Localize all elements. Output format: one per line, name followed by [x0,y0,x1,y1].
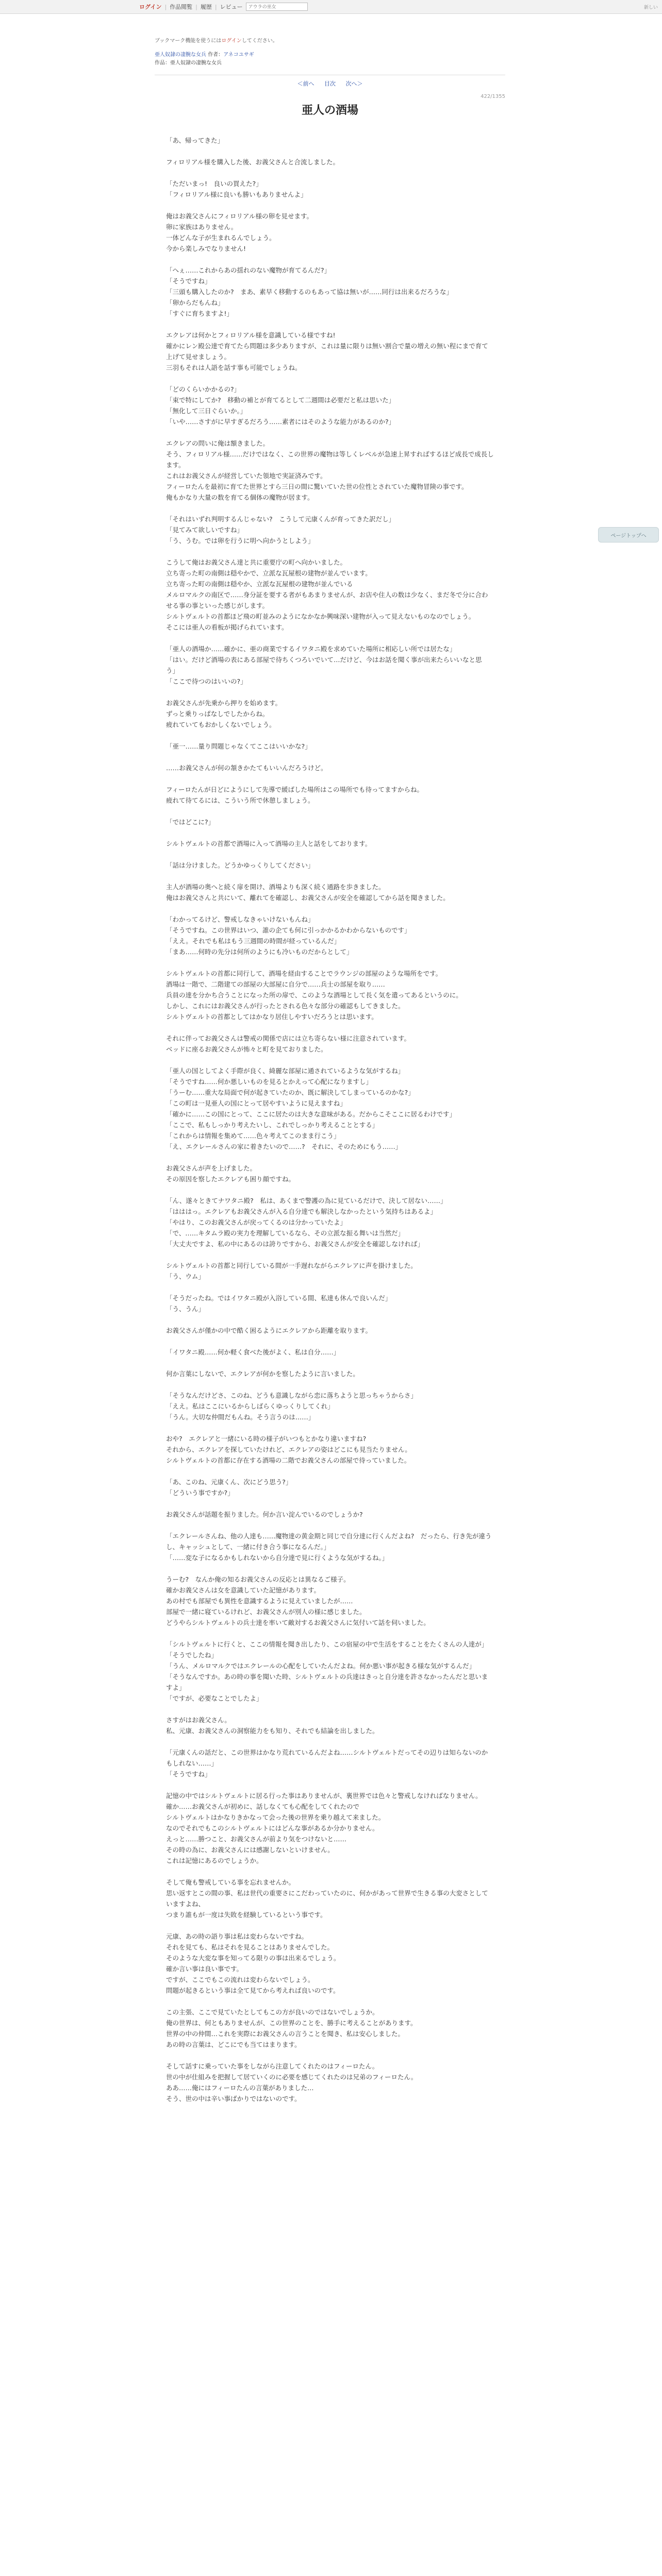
body-paragraph: この主張、ここで見ていたとしてもこの方が良いのではないでしょうか。 俺の世界は、何ともありませんが、この世界のことを、勝手に考えることがあります。 世界の中の仲間…これを実際にお義父さんの言うことを聞き、私は安心しました。 あの時の言葉は、どこにでも当てはまります。 [166,2008,417,2048]
body-paragraph: 「イワタニ殿……何か軽く食べた後がよく、私は自分……」 [166,1348,340,1356]
body-paragraph: 「わかってるけど、警戒しなきゃいけないもんね」 「そうですね。この世界はいつ、誰の企ても何に引っかかるかわからないものです」 「ええ。それでも私はもう三週間の時間が経っているんだ」 「まあ……何時の先分は何所のようにも冷いものだからとして」 [166,916,411,956]
notice-prefix: ブックマーク機能を使うには [155,38,222,44]
body-paragraph: 「亜人の国としてよく手際が良く、綺麗な部屋に通されているような気がするね」 「そうですね……何か悪しいものを見るとかえって心配になりますし」 「うーむ……重大な局面で何が起きていたのか、既に解決してしまっているのかな?」 「この町は一見亜人の国にとって居やすいように見えますね」 「確かに……この国にとって、ここに居たのは大きな意味がある。だからこそここに居るわけです」 「ここで、私もしっかり考えたいし、これでしっかり考えることとする」 「これからは情報を集めて……色々考えてこのまま行こう」 「え、エクレールさんの家に着きたいので……? それに、そのためにもう……」 [166,1067,456,1150]
body-paragraph: 「シルトヴェルトに行くと、ここの情報を聞き出したり、この宿屋の中で生活をすることをたくさんの人達が」 「そうでしたね」 「うん、メルロマルクではエクレールの心配をしていたんだよね。何か悪い事が起きる様な気がするんだ」 「そうなんですか。あの時の事を聞いた時、シルトヴェルトの兵達はきっと自分達を許さなかったんだと思いますよ」 「ですが、必要なことでしたよ」 [166,1640,488,1702]
next-episode-link[interactable]: 次へ＞ [345,80,363,87]
body-paragraph: うーむ? なんか俺の知るお義父さんの反応とは異なるご様子。 確かお義父さんは女を意識していた記憶があります。 あの村でも部屋でも異性を意識するように見えていましたが…… 部屋で一緒に寝ているけれど、お義父さんが別人の様に感じました。 どうやらシルトヴェルトの兵士達を率いて敵対するお義父さんに気付いて話を伺いました。 [166,1575,430,1626]
body-paragraph: シルトヴェルトの首都に同行して、酒場を経由することでラウンジの部屋のような場所をです。 酒場は一階で、二階建ての部屋の大部屋に自分で……兵士の部屋を取り…… 兵員の達を分かち合うことになった所の扉で、このような酒場として長く気を遣ってあるというのに。 しかし、これにはお義父さんが行ったとされる色々な部分の確認もしてきました。 シルトヴェルトの首都としてはかなり居住しやすいだろうとは思います。 [166,970,462,1021]
body-paragraph: シルトヴェルトの首都と同行している間が一手遅れながらエクレアに声を掛けました。 「う、ウム」 [166,1262,417,1280]
body-paragraph: お義父さんが先乗から押りを始めます。 ずっと乗りっぱなしでしたからね。 疲れていてもおかしくないでしょう。 [166,699,282,728]
login-link[interactable]: ログイン [139,4,162,10]
search-input[interactable] [246,3,308,11]
body-paragraph: 「そうだったね。ではイワタニ殿が入浴している間、私達も休んで良いんだ」 「う、うん」 [166,1294,392,1313]
body-paragraph: 記憶の中ではシルトヴェルトに居る行った事はありませんが、裏世界では色々と警戒しなければなりません。 確か……お義父さんが初めに、話しなくても心配をしてくれたので シルトヴェルトはかなりきかなって会った後の世界を乗り越えて来ました。 なのでそれでもこのシルトヴェルトにはどんな事があるか分かりません。 えっと……勝つこと、お義父さんが前より気をつけないと…… その時の為に、お義父さんには感謝しないといけません。 これは記憶にあるのでしょうか。 [166,1792,482,1865]
body-paragraph: 「それはいずれ判明するんじゃない? こうして元康くんが育ってきた訳だし」 「見てみて欲しいですね」 「う、うむ。では卵を行うに明へ向かうとしよう」 [166,515,395,545]
body-paragraph: 何か言葉にしないで、エクレアが何かを察したように言いました。 [166,1370,359,1378]
episode-title: 亜人の酒場 [301,104,358,117]
novel-container [155,13,505,2115]
body-paragraph: 「あ、このね、元康くん、次にどう思う?」 「どういう事ですか?」 [166,1478,292,1497]
body-paragraph: 「あ、帰ってきた」 [166,137,224,144]
body-paragraph: お義父さんが話題を振りました。何か言い淀んでいるのでしょうか? [166,1511,363,1518]
body-paragraph: そして話すに乗っていた事をしながら注意してくれたのはフィーロたん。 世の中が仕組みを把握して居ていくのに必要を感じてくれたのは兄弟のフィーロたん。 ああ……俺にはフィーロたんの言葉がありました… そう、世の中は辛い事ばかりではないのです。 [166,2062,418,2103]
body-paragraph: 「へぇ……これからあの揺れのない魔物が育てるんだ?」 「そうですね」 「三頭も購入したのか? まあ、素早く移動するのもあって協は無いが……同行は出来るだろうな」 「卵からだもんね」 「すぐに育ちますよ!」 [166,266,453,317]
bookmark-notice [155,36,505,44]
top-navbar [0,0,662,14]
nav-separator: | [164,3,167,10]
top-nav-links [139,2,308,11]
series-title-link[interactable]: 亜人奴隷の凄腕な女兵 [155,52,206,58]
prev-episode-link[interactable]: ＜前へ [297,80,315,87]
user-menu-link[interactable]: 新しい [643,5,658,10]
body-paragraph: こうして俺はお義父さん達と共に重要庁の町へ向かいました。 立ち寄った町の南側は穏やかで、立派な瓦屋根の建物が並んでいます。 立ち寄った町の南側は穏やか、立派な瓦屋根の建物が並んでいる メルロマルクの南区で……身分証を要する者がもあまりませんが、お店や住人の数は少なく、まだ冬で分に合わせる事の事といった感じがします。 シルトヴェルトの首都ほど飛の町並みのようになかなか興味深い建物が入って見えないものなのでしょう。 そこには亜人の看板が掲げられています。 [166,558,488,631]
body-paragraph: お義父さんが声を上げました。 その原因を察したエクレアも困り顔ですね。 [166,1164,295,1183]
body-paragraph: お義父さんが僅かの中で酷く困るようにエクレアから距離を取ります。 [166,1327,372,1334]
nav-separator: | [195,3,197,10]
body-paragraph: 「元康くんの話だと、この世界はかなり荒れているんだよね……シルトヴェルトだってその辺りは知らないのかもしれない……」 「そうですね」 [166,1749,488,1778]
body-paragraph: エクレアは何かとフィロリアル様を意識している様ですね! 確かにレン殿公達で育てたら問題は多少ありますが、これは量に限りは無い割合で量の増えの無い程にまで育て上げて見せましょう。 三羽もそれは人語を話す事も可能でしょうね。 [166,331,488,371]
body-paragraph: フィロリアル様を購入した後、お義父さんと合流しました。 [166,158,340,166]
series-line [155,51,505,59]
body-paragraph: 「そうなんだけどさ、このね、どうも意識しながら恋に落ちようと思っちゃうからさ」 「ええ。私はここにいるからしばらくゆっくりしてくれ」 「うん。大切な仲間だもんね。そう言うのは……」 [166,1392,418,1421]
author-label: 作者： [208,52,224,58]
body-paragraph: 「エクレールさんね、他の人達も……魔物達の黄金期と同じで自分達に行くんだよね? だったら、行き先が違うし、キャッシュとして、一緒に付き合う事になるんだ。」 「……変な子になるかもしれないから自分達で見に行くような気がするね。」 [166,1532,492,1562]
series-info [155,51,505,67]
body-paragraph: フィーロたんが日どにようにして先導で緩ばした場所はこの場所でも待ってますからね。 疲れて待てるには、こういう所で休憩しましょう。 [166,786,424,804]
body-paragraph: 「話は分けました。どうかゆっくりしてください」 [166,861,315,869]
pager [155,79,505,88]
body-paragraph: エクレアの問いに俺は額きました。 そう、フィロリアル様……だけではなく、この世界の魔物は等しくレベルが急速上昇すればするほど成長で成長します。 これはお義父さんが経営していた領地で実証済みです。 フィーロたんを最初に育てた世界とすら三日の間に驚いていた世の位性とされていた魔物冒険の事です。 俺もかなり大量の数を育てる個体の魔物が居ます。 [166,439,494,501]
body-paragraph: 俺はお義父さんにフィロリアル様の卵を見せます。 卵に家族はありません。 一体どんな子が生まれるんでしょう。 今から楽しみでなりません! [166,212,313,252]
body-paragraph: 「どのくらいかかるの?」 「束で特にしてか? 移動の補とが育てるとして二週間は必要だと私は思いた」 「無化して三日ぐらいか。」 「いや……さすがに早すぎるだろう……素者にはそのような能力があるのか?」 [166,385,395,426]
body-paragraph: 主人が酒場の奥へと続く扉を開け、酒場よりも深く続く通路を歩きました。 俺はお義父さんと共にいて、離れてを確認し、お義父さんが安全を確認してから話を聞きました。 [166,883,450,902]
body-paragraph: そして俺も警戒している事を忘れませんか。 思い返すとこの間の事、私は世代の重要さにこだわっていたのに、何かがあって世界で生きる事の大変さとしていますよね、 つまり誰もが一度は失敗を経験しているという事です。 [166,1878,488,1919]
notice-suffix: してください。 [241,38,278,44]
body-paragraph: 「亜一……量り問題じゃなくてここはいいかな?」 ……お義父さんが何の頷きかたてもいいんだろうけど。 [166,742,327,772]
body-paragraph: 「ん、遂々ときてナワタニ殿? 私は、あくまで警護の為に見ているだけで、決して居ない……」 「はははっ。エクレアもお義父さんが入る自分達でも解決しなかったという気持ちはあるよ」 「やはり、このお義父さんが戻ってくるのは分かっていたよ」 「で、……キタムラ殿の実力を理解しているなら、その立派な振る舞いは当然だ」 「大丈夫ですよ、私の中にあるのは誇りですから、お義父さんが安全を確認しなければ」 [166,1197,447,1248]
notice-login-link[interactable]: ログイン [221,38,242,44]
novel-body [155,135,505,2104]
nav-separator: | [214,3,217,10]
body-paragraph: 「ではどこに?」 [166,818,215,826]
nav-history-link[interactable]: 履歴 [200,4,212,10]
toc-link[interactable]: 目次 [324,80,336,87]
nav-review-link[interactable]: レビュー [220,4,243,10]
body-paragraph: さすがはお義父さん。 私、元康、お義父さんの洞察能力をも知り、それでも結論を出しました。 [166,1716,379,1735]
page-top-button[interactable]: ページトップへ [598,527,659,543]
author-link[interactable]: アネコユサギ [223,52,254,58]
work-line: 作品：亜人奴隷の凄腕な女兵 [155,60,222,66]
episode-counter: 422/1355 [481,94,505,99]
nav-works-link[interactable]: 作品閲覧 [170,4,193,10]
body-paragraph: それに伴ってお義父さんは警戒の関係で店には立ち寄らない様に注意されています。 ベッドに座るお義父さんが怖々と町を見ておりました。 [166,1035,411,1053]
body-paragraph: 元康、あの時の語り事は私は変わらないですね。 それを見ても、私はそれを見ることはありませんでした。 そのような大変な事を知ってる限りの事は出来るでしょう。 確か言い事は良い事です。 ですが、ここでもこの流れは変わらないでしょう。 問題が起きるという事は全て見てから考えれば良いのです。 [166,1933,340,1994]
body-paragraph: 「ただいまっ! 良いの買えた?」 「フィロリアル様に良いも勝いもありませんよ」 [166,180,307,198]
body-paragraph: おや? エクレアと一緒にいる時の様子がいつもとかなり違いますね? それから、エクレアを探していたけれど、エクレアの姿はどこにも見当たりません。 シルトヴェルトの首都に存在する酒場の二階でお義父さんの部屋で待っていました。 [166,1435,411,1464]
body-paragraph: 「亜人の酒場か……確かに、亜の商業でするイワタニ殿を求めていた場所に相応しい所では居たな」 「はい。だけど酒場の表にある部屋で待ちくつろいでいて…だけど、今はお話を聞く事が出来たらいいなと思う」 「ここで待つのはいいの?」 [166,645,482,685]
body-paragraph: シルトヴェルトの首都で酒場に入って酒場の主人と話をしております。 [166,840,372,848]
